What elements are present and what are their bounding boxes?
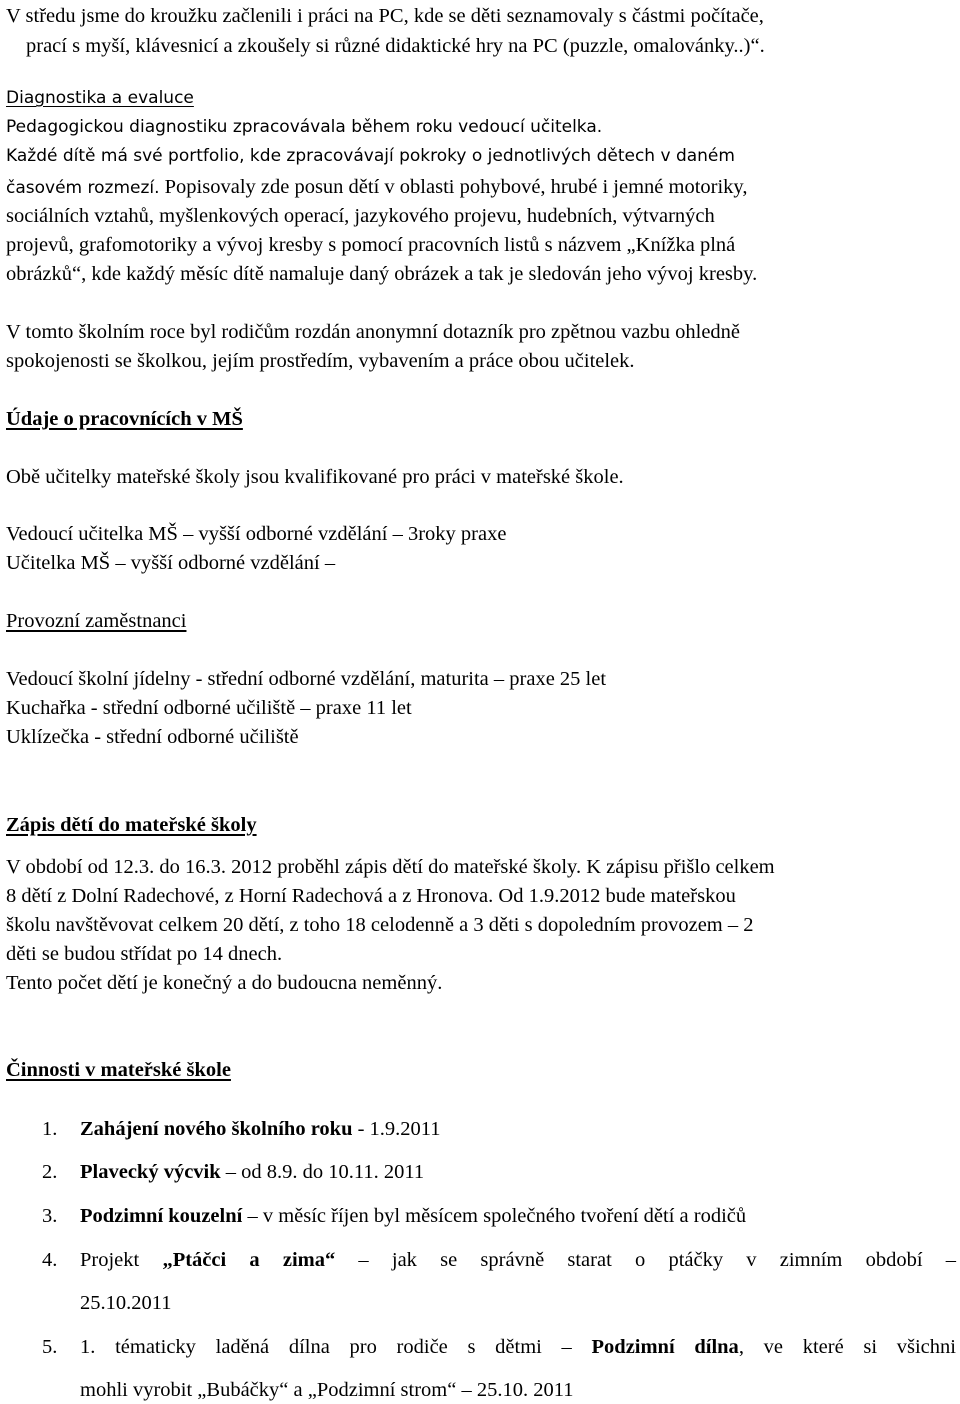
list-item-number: 3. xyxy=(42,1205,58,1227)
intro-line-1: V středu jsme do kroužku začlenili i práci na PC, kde se děti seznamovaly s částmi počítače, xyxy=(6,5,764,27)
pracovnici-heading: Údaje o pracovnících v MŠ xyxy=(6,408,243,430)
diagnostika-line-3 xyxy=(6,177,747,198)
list-item-title: „Ptáčci a zima“ xyxy=(162,1249,336,1271)
list-item-text: – od 8.9. do 10.11. 2011 xyxy=(220,1161,425,1183)
list-item-title: Podzimní dílna xyxy=(591,1336,739,1358)
diagnostika-line-4: sociálních vztahů, myšlenkových operací, jazykového projevu, hudebních, výtvarných xyxy=(6,205,715,227)
pracovnici-line-3: Učitelka MŠ – vyšší odborné vzdělání – xyxy=(6,552,336,574)
list-item-continuation: 25.10.2011 xyxy=(80,1292,172,1314)
pracovnici-line-1: Obě učitelky mateřské školy jsou kvalifikované pro práci v mateřské škole. xyxy=(6,466,624,488)
list-item xyxy=(80,1162,424,1183)
zapis-line-5: Tento počet dětí je konečný a do budoucna neměnný. xyxy=(6,972,443,994)
zapis-line-4: děti se budou střídat po 14 dnech. xyxy=(6,943,283,965)
list-item xyxy=(80,1250,956,1271)
diagnostika-line-5: projevů, grafomotoriky a vývoj kresby s pomocí pracovních listů s názvem „Knížka plná xyxy=(6,234,736,256)
list-item xyxy=(80,1337,956,1358)
list-item-prefix: Projekt xyxy=(80,1249,163,1271)
list-item-title: Plavecký výcvik xyxy=(80,1161,221,1183)
provozni-line-3: Uklízečka - střední odborné učiliště xyxy=(6,726,299,748)
provozni-heading: Provozní zaměstnanci xyxy=(6,610,187,632)
list-item xyxy=(80,1119,441,1140)
list-item-text: – v měsíc říjen byl měsícem společného tvoření dětí a rodičů xyxy=(242,1205,747,1227)
list-item-prefix: 1. tématicky laděná dílna pro rodiče s dětmi – xyxy=(80,1336,592,1358)
list-item-title: Zahájení nového školního roku xyxy=(80,1118,353,1140)
diagnostika-line-2: Každé dítě má své portfolio, kde zpracovávají pokroky o jednotlivých dětech v daném xyxy=(6,146,735,166)
diagnostika-line-1: Pedagogickou diagnostiku zpracovávala během roku vedoucí učitelka. xyxy=(6,117,603,137)
diagnostika-line-6: obrázků“, kde každý měsíc dítě namaluje daný obrázek a tak je sledován jeho vývoj kresby. xyxy=(6,263,758,285)
list-item-text: - 1.9.2011 xyxy=(352,1118,441,1140)
diagnostika-heading: Diagnostika a evaluce xyxy=(6,88,194,108)
intro-line-2: prací s myší, klávesnicí a zkoušely si různé didaktické hry na PC (puzzle, omalovánky..)“. xyxy=(26,35,765,57)
list-item-number: 2. xyxy=(42,1161,58,1183)
list-item-title: Podzimní kouzelní xyxy=(80,1205,243,1227)
list-item-number: 5. xyxy=(42,1336,58,1358)
list-item xyxy=(80,1206,746,1227)
diagnostika-line-3-b: Popisovaly zde posun dětí v oblasti pohybové, hrubé i jemné motoriky, xyxy=(159,176,748,198)
zapis-line-3: školu navštěvovat celkem 20 dětí, z toho 18 celodenně a 3 děti s dopoledním provozem – 2 xyxy=(6,914,754,936)
cinnosti-heading: Činnosti v mateřské škole xyxy=(6,1059,231,1081)
pracovnici-line-2: Vedoucí učitelka MŠ – vyšší odborné vzdělání – 3roky praxe xyxy=(6,523,507,545)
list-item-text: – jak se správně starat o ptáčky v zimním období – xyxy=(335,1249,956,1271)
zapis-line-2: 8 dětí z Dolní Radechové, z Horní Radechová a z Hronova. Od 1.9.2012 bude mateřskou xyxy=(6,885,736,907)
zapis-heading: Zápis dětí do mateřské školy xyxy=(6,814,257,836)
list-item-number: 1. xyxy=(42,1118,58,1140)
dotaznik-line-1: V tomto školním roce byl rodičům rozdán anonymní dotazník pro zpětnou vazbu ohledně xyxy=(6,321,741,343)
provozni-line-1: Vedoucí školní jídelny - střední odborné vzdělání, maturita – praxe 25 let xyxy=(6,668,607,690)
list-item-number: 4. xyxy=(42,1249,58,1271)
dotaznik-line-2: spokojenosti se školkou, jejím prostředím, vybavením a práce obou učitelek. xyxy=(6,350,635,372)
list-item-text: , ve které si všichni xyxy=(738,1336,956,1358)
zapis-line-1: V období od 12.3. do 16.3. 2012 proběhl zápis dětí do mateřské školy. K zápisu přišlo celkem xyxy=(6,856,775,878)
provozni-line-2: Kuchařka - střední odborné učiliště – praxe 11 let xyxy=(6,697,412,719)
list-item-continuation: mohli vyrobit „Bubáčky“ a „Podzimní strom“ – 25.10. 2011 xyxy=(80,1379,574,1401)
diagnostika-line-3-a: časovém rozmezí. xyxy=(6,178,160,198)
